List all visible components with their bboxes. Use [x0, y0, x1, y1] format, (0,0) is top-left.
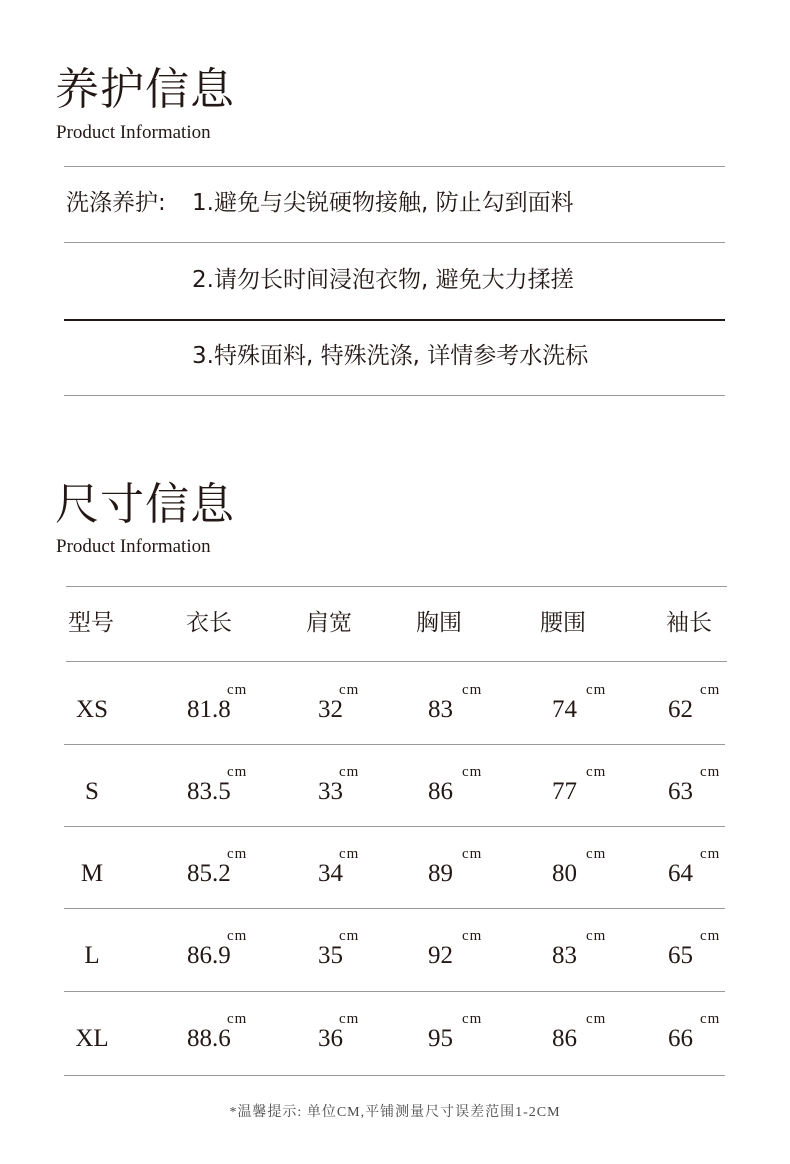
unit-label: cm: [586, 682, 607, 698]
length-value: 81.8: [187, 696, 231, 723]
unit-label: cm: [462, 846, 483, 862]
care-label: 洗涤养护:: [66, 190, 166, 216]
size-note: *温馨提示: 单位CM,平铺测量尺寸误差范围1-2CM: [229, 1105, 561, 1120]
table-top-rule: [66, 586, 727, 587]
chest-value: 92: [428, 942, 453, 969]
size-label: XS: [76, 696, 108, 723]
header-chest: 胸围: [416, 610, 462, 636]
shoulder-value: 33: [318, 778, 343, 805]
care-subtitle: Product Information: [56, 122, 211, 143]
table-row: [0, 744, 790, 826]
unit-label: cm: [700, 1011, 721, 1027]
length-value: 88.6: [187, 1025, 231, 1052]
unit-label: cm: [586, 1011, 607, 1027]
table-bottom-rule: [64, 1075, 725, 1076]
unit-label: cm: [227, 846, 248, 862]
unit-label: cm: [339, 1011, 360, 1027]
unit-label: cm: [339, 764, 360, 780]
unit-label: cm: [339, 846, 360, 862]
divider: [64, 395, 725, 396]
chest-value: 89: [428, 860, 453, 887]
divider: [64, 242, 725, 243]
unit-label: cm: [227, 1011, 248, 1027]
header-sleeve: 袖长: [666, 610, 712, 636]
unit-label: cm: [227, 682, 248, 698]
waist-value: 83: [552, 942, 577, 969]
unit-label: cm: [700, 928, 721, 944]
care-title: 养护信息: [55, 64, 235, 115]
header-shoulder: 肩宽: [306, 610, 352, 636]
unit-label: cm: [339, 682, 360, 698]
unit-label: cm: [700, 846, 721, 862]
divider: [64, 166, 725, 167]
size-label: M: [80, 860, 104, 887]
divider: [64, 319, 725, 321]
waist-value: 74: [552, 696, 577, 723]
sleeve-value: 62: [668, 696, 693, 723]
unit-label: cm: [700, 682, 721, 698]
unit-label: cm: [462, 928, 483, 944]
chest-value: 83: [428, 696, 453, 723]
care-item-1: 1.避免与尖锐硬物接触, 防止勾到面料: [192, 190, 574, 216]
unit-label: cm: [227, 928, 248, 944]
header-waist: 腰围: [540, 610, 586, 636]
chest-value: 86: [428, 778, 453, 805]
sleeve-value: 63: [668, 778, 693, 805]
sleeve-value: 65: [668, 942, 693, 969]
waist-value: 77: [552, 778, 577, 805]
unit-label: cm: [462, 764, 483, 780]
unit-label: cm: [227, 764, 248, 780]
unit-label: cm: [700, 764, 721, 780]
shoulder-value: 32: [318, 696, 343, 723]
care-item-3: 3.特殊面料, 特殊洗涤, 详情参考水洗标: [192, 343, 589, 369]
care-item-2: 2.请勿长时间浸泡衣物, 避免大力揉搓: [192, 267, 574, 293]
length-value: 86.9: [187, 942, 231, 969]
size-label: L: [84, 942, 100, 969]
unit-label: cm: [586, 764, 607, 780]
header-length: 衣长: [186, 610, 232, 636]
sleeve-value: 66: [668, 1025, 693, 1052]
sleeve-value: 64: [668, 860, 693, 887]
unit-label: cm: [462, 1011, 483, 1027]
length-value: 83.5: [187, 778, 231, 805]
size-label: S: [85, 778, 99, 805]
chest-value: 95: [428, 1025, 453, 1052]
size-label: XL: [75, 1025, 109, 1052]
size-title: 尺寸信息: [55, 479, 235, 530]
waist-value: 86: [552, 1025, 577, 1052]
table-row: [0, 662, 790, 744]
unit-label: cm: [462, 682, 483, 698]
waist-value: 80: [552, 860, 577, 887]
unit-label: cm: [586, 846, 607, 862]
unit-label: cm: [586, 928, 607, 944]
shoulder-value: 34: [318, 860, 343, 887]
table-row: [0, 908, 790, 990]
header-model: 型号: [68, 610, 114, 636]
table-row: [0, 991, 790, 1075]
length-value: 85.2: [187, 860, 231, 887]
shoulder-value: 36: [318, 1025, 343, 1052]
size-subtitle: Product Information: [56, 536, 211, 557]
unit-label: cm: [339, 928, 360, 944]
shoulder-value: 35: [318, 942, 343, 969]
table-row: [0, 826, 790, 908]
